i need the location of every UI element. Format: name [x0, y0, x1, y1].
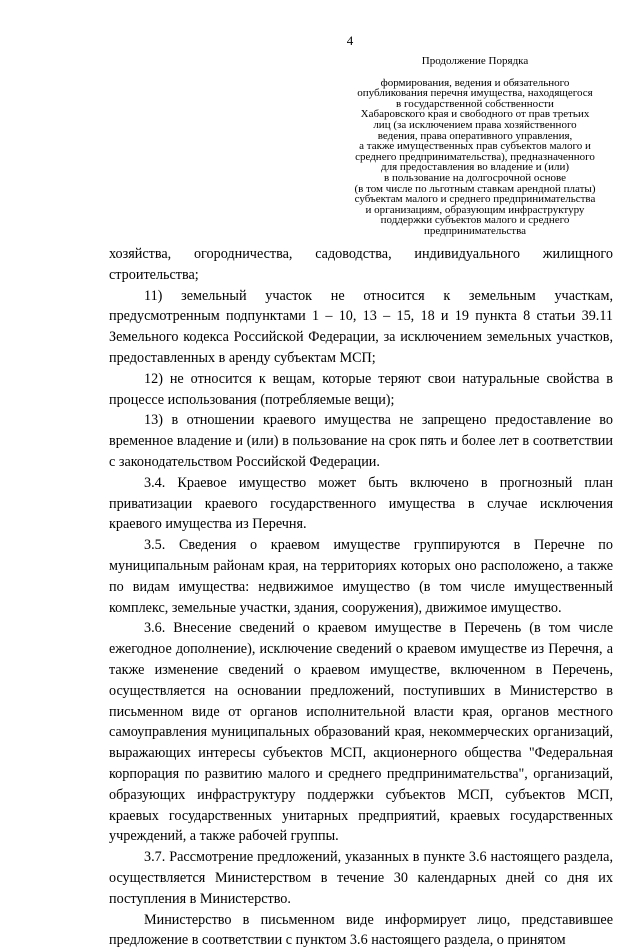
paragraph: хозяйства, огородничества, садоводства, индивидуального жилищного строительства;	[109, 244, 613, 286]
header-line: (в том числе по льготным ставкам арендной платы)	[330, 184, 620, 195]
paragraph: 3.6. Внесение сведений о краевом имуществе в Перечень (в том числе ежегодное дополнение), исключение сведений о краевом имуществе из Перечня, а также изменение сведений о краевом имуществе, включенном в Перечень, осуществляется на основании предложений, поступивших в Министерство в письменном виде от органов исполнительной власти края, органов местного самоуправления муниципальных образований края, некоммерческих организаций, выражающих интересы субъектов МСП, акционерного общества "Федеральная корпорация по развитию малого и среднего предпринимательства", организаций, образующих инфраструктуру поддержки субъектов МСП, субъектов МСП, краевых государственных унитарных предприятий, краевых государственных учреждений, а также рабочей группы.	[109, 618, 613, 847]
header-line: поддержки субъектов малого и среднего	[330, 215, 620, 226]
continuation-header	[330, 56, 620, 237]
header-line: формирования, ведения и обязательного	[330, 78, 620, 89]
header-line: и организациям, образующим инфраструктуру	[330, 205, 620, 216]
header-line: а также имущественных прав субъектов малого и	[330, 141, 620, 152]
document-body	[109, 244, 613, 951]
paragraph: 11) земельный участок не относится к земельным участкам, предусмотренным подпунктами 1 – 10, 13 – 15, 18 и 19 пункта 8 статьи 39.11 Земельного кодекса Российской Федерации, за исключением земельных участков, предоставленных в аренду субъектам МСП;	[109, 286, 613, 369]
header-title: Продолжение Порядка	[330, 56, 620, 67]
header-line: лиц (за исключением права хозяйственного	[330, 120, 620, 131]
paragraph: 12) не относится к вещам, которые теряют свои натуральные свойства в процессе использования (потребляемые вещи);	[109, 369, 613, 411]
page-number: 4	[0, 33, 640, 49]
paragraph: 13) в отношении краевого имущества не запрещено предоставление во временное владение и (или) в пользование на срок пять и более лет в соответствии с законодательством Российской Федерации.	[109, 410, 613, 472]
header-line: в государственной собственности	[330, 99, 620, 110]
header-line: предпринимательства	[330, 226, 620, 237]
paragraph: Министерство в письменном виде информирует лицо, представившее предложение в соответствии с пунктом 3.6 настоящего раздела, о принятом	[109, 910, 613, 951]
header-line: Хабаровского края и свободного от прав третьих	[330, 109, 620, 120]
header-line: ведения, права оперативного управления,	[330, 131, 620, 142]
header-line: среднего предпринимательства), предназначенного	[330, 152, 620, 163]
paragraph: 3.7. Рассмотрение предложений, указанных в пункте 3.6 настоящего раздела, осуществляется Министерством в течение 30 календарных дней со дня их поступления в Министерство.	[109, 847, 613, 909]
header-line: субъектам малого и среднего предпринимательства	[330, 194, 620, 205]
header-line: опубликования перечня имущества, находящегося	[330, 88, 620, 99]
header-line: для предоставления во владение и (или)	[330, 162, 620, 173]
header-line: в пользование на долгосрочной основе	[330, 173, 620, 184]
paragraph: 3.5. Сведения о краевом имуществе группируются в Перечне по муниципальным районам края, на территориях которых оно расположено, а также по видам имущества: недвижимое имущество (в том числе имущественный комплекс, земельные участки, здания, сооружения), движимое имущество.	[109, 535, 613, 618]
paragraph: 3.4. Краевое имущество может быть включено в прогнозный план приватизации краевого государственного имущества в случае исключения краевого имущества из Перечня.	[109, 473, 613, 535]
